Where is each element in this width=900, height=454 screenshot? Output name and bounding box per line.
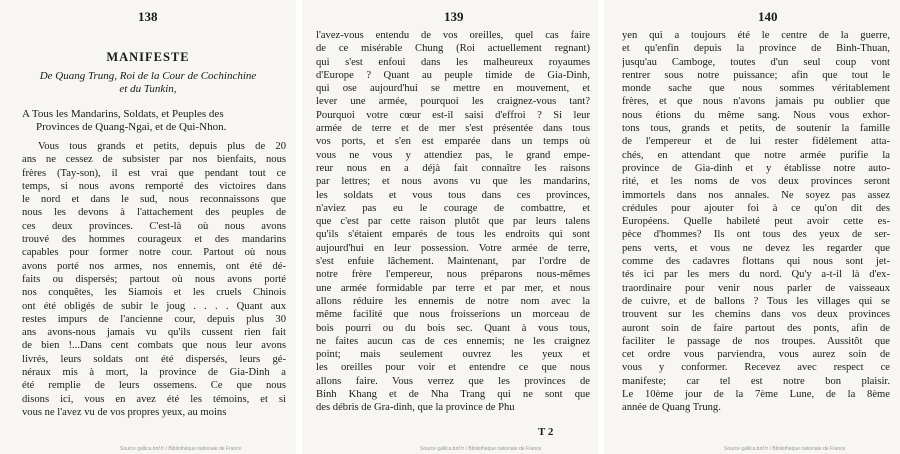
text-line: ne faites aucun cas de ces ennemis; ne les craignez xyxy=(316,335,590,347)
page-number: 139 xyxy=(444,9,464,24)
text-line: trouvé des hommes courageux et des mandarins xyxy=(22,234,286,246)
source-footer: Source gallica.bnf.fr / Bibliothèque nationale de France xyxy=(120,446,242,452)
text-line: jusqu'au Camboge, toutes d'un seul coup vont xyxy=(622,56,890,68)
text-line: Européens. Quelle habileté peut avoir cette es- xyxy=(622,216,890,228)
text-line: qui ose aujourd'hui se mettre en mouvement, et xyxy=(316,83,590,95)
text-line: cet ordre vous parviendra, vous aurez soin de xyxy=(622,349,890,361)
text-line: notre frère l'empereur, nous préparons nous-mêmes xyxy=(316,269,590,281)
text-line: l'avez-vous entendu de vos oreilles, quel cas faire xyxy=(316,30,590,41)
text-line: immortels dans nos annales. Ne soyez pas assez xyxy=(622,189,890,201)
text-line: armée de terre et de mer s'est présentée dans tous xyxy=(316,123,590,135)
text-line: traordinaire pour venir nous parler de vaisseaux xyxy=(622,282,890,294)
text-line: allons faire. Vous verrez que les provinces de xyxy=(316,375,590,387)
text-line: allons réduire les ennemis de notre nom avec la xyxy=(316,295,590,307)
text-line: faciliter le passage de nos troupes. Aussitôt que xyxy=(622,335,890,347)
text-line: nous étions du même sang. Nous vous exhor- xyxy=(622,109,890,121)
text-line: n'aviez pas eu le courage de combattre, et xyxy=(316,202,590,214)
text-line: Binh Khang et de Nha Trang qui ne sont que xyxy=(316,389,590,401)
text-line: reur nous en a déjà fait connaître les raisons xyxy=(316,162,590,174)
address-line: A Tous les Mandarins, Soldats, et Peuples des xyxy=(22,108,224,120)
text-line: des débris de Gra-dinh, que la province de Phu xyxy=(316,402,515,414)
text-line: pèce d'hommes? Ils ont tous des yeux de ser- xyxy=(622,229,890,241)
text-line: point; mais seulement ouvrez les yeux et xyxy=(316,349,590,361)
text-line: par lettres; et nous avons vu que les mandarins, xyxy=(316,176,590,188)
text-line: les soldats et vous tous dans ces provinces, xyxy=(316,189,590,201)
text-line: yen qui a toujours été le centre de la guerre, xyxy=(622,30,890,41)
text-line: et qu'enfin depuis la province de Binh-Thuan, xyxy=(622,43,890,55)
text-line: ans avons-nous jamais vu qu'ils cussent rien fait xyxy=(22,327,286,339)
text-line: vous ne l'avez vu de vos propres yeux, au moins xyxy=(22,406,227,418)
text-line: tés ici par les mers du nord. Qu'y a-t-il là d'ex- xyxy=(622,269,890,281)
text-line: chés, en attendant que notre armée purifie la xyxy=(622,149,890,161)
text-line: d'Europe ? Quant au peuple timide de Gia-Dinh, xyxy=(316,69,590,81)
text-line: tons tous, grands et petits, de soutenir la famille xyxy=(622,123,890,135)
text-line: crédules pour ajouter foi à ce qu'on dit des xyxy=(622,202,890,214)
text-line: vous y conformer. Recevez avec respect ce xyxy=(622,362,890,374)
text-line: ont été obligés de subir le joug . . . . Quant aux xyxy=(22,300,286,312)
text-line: nos conquêtes, les Siamois et les cruels Chinois xyxy=(22,287,286,299)
text-line: pens verts, et vous ne devez les regarder que xyxy=(622,242,890,254)
text-line: une armée formidable par terre et par mer, et nous xyxy=(316,282,590,294)
page-139 xyxy=(302,0,598,454)
text-line: de l'empereur et de lui rester fidèlement atta- xyxy=(622,136,890,148)
text-line: de bien !...Dans cent combats que nous leur avons xyxy=(22,340,286,352)
text-line: auront soin de faire partout des ponts, afin de xyxy=(622,322,890,334)
text-line: rentrer sous notre puissance; afin que tout le xyxy=(622,69,890,81)
address-line: Provinces de Quang-Ngai, et de Qui-Nhon. xyxy=(36,121,227,133)
body-text xyxy=(316,29,590,415)
manifesto-subtitle xyxy=(10,70,286,96)
body-text xyxy=(622,29,890,415)
text-line: ans ne cessez de subsister par nos bienfaits, nous xyxy=(22,154,286,166)
text-line: de cuivre, et de ballons ? Tous les villages qui se xyxy=(622,295,890,307)
text-line: qu'ils s'étaient emparés de tous les endroits qui sont xyxy=(316,229,590,241)
source-footer: Source gallica.bnf.fr / Bibliothèque nationale de France xyxy=(724,446,846,452)
text-line: disons ici, vous en avez été les témoins, et si xyxy=(22,393,286,405)
signature-mark: T 2 xyxy=(538,426,554,438)
page-140 xyxy=(604,0,900,454)
text-line: même facilité que nous froisserions un morceau de xyxy=(316,309,590,321)
page-number: 140 xyxy=(758,9,778,24)
text-line: trouvent sur les chemins dans vos deux provinces xyxy=(622,309,890,321)
text-line: le nord et dans le sud, nous reconnaissons que xyxy=(22,194,286,206)
source-footer: Source gallica.bnf.fr / Bibliothèque nationale de France xyxy=(420,446,542,452)
text-line: aujourd'hui en leur possession. Votre armée de terre, xyxy=(316,242,590,254)
text-line: rité, et les noms de vos deux provinces seront xyxy=(622,176,890,188)
text-line: livrés, leurs soldats ont été dispersés, leurs gé- xyxy=(22,353,286,365)
text-line: Le 10ème jour de la 7ème Lune, de la 8ème xyxy=(622,389,890,401)
text-line: nous les devons à l'attachement des peuples de xyxy=(22,207,286,219)
text-line: qui s'est enfoui dans les malheureux royaumes xyxy=(316,56,590,68)
text-line: restes impurs de l'ancienne cour, depuis plus 30 xyxy=(22,313,286,325)
text-line: monde sache que nous sommes véritablement xyxy=(622,83,890,95)
text-line: Vous tous grands et petits, depuis plus de 20 xyxy=(38,141,286,152)
text-line: temps, si nous avons remporté des victoires dans xyxy=(22,180,286,192)
manifesto-address xyxy=(22,108,284,134)
text-line: comme des cadavres flottans qui nous sont jet- xyxy=(622,256,890,268)
text-line: année de Quang Trung. xyxy=(622,402,721,414)
subtitle-line: et du Tunkin, xyxy=(119,83,177,95)
text-line: s'est enfuie lâchement. Maintenant, par l'ordre de xyxy=(316,256,590,268)
text-line: frères (Tay-son), il est vrai que pendant tout ce xyxy=(22,167,286,179)
page-number: 138 xyxy=(138,9,158,24)
text-line: faits ou dispersés; partout où nous avons porté xyxy=(22,273,286,285)
text-line: vos ports, et s'en est emparée dans un temps où xyxy=(316,136,590,148)
text-line: néraux mis à mort, la province de Gia-Dinh a xyxy=(22,367,286,379)
text-line: ces deux provinces. C'est-là où nous avons xyxy=(22,220,286,232)
text-line: capables pour former notre cour. Partout où nous xyxy=(22,247,286,259)
page-138 xyxy=(0,0,296,454)
text-line: lever une armée, pourquoi les craignez-vous tant? xyxy=(316,96,590,108)
manifesto-title: MANIFESTE xyxy=(106,50,190,64)
text-line: bois pourri ou du bois sec. Quant à vous tous, xyxy=(316,322,590,334)
text-line: que c'est par cette raison plutôt que par leurs talens xyxy=(316,216,590,228)
text-line: Pourquoi votre cœur est-il saisi d'effroi ? Si leur xyxy=(316,109,590,121)
text-line: les oreilles pour voir et entendre ce que nous xyxy=(316,362,590,374)
text-line: province de Gia-dinh et y établisse notre auto- xyxy=(622,162,890,174)
text-line: frères, et que nous n'avons jamais pu oublier que xyxy=(622,96,890,108)
body-text xyxy=(22,140,286,419)
text-line: vous ne vous y attendiez pas, le grand empe- xyxy=(316,149,590,161)
text-line: avons porté nos armes, nos ennemis, ont été dé- xyxy=(22,260,286,272)
text-line: été remplie de leurs ossemens. Ce que nous xyxy=(22,380,286,392)
text-line: de ce misérable Chung (Roi actuellement regnant) xyxy=(316,43,590,55)
subtitle-line: De Quang Trung, Roi de la Cour de Cochinchine xyxy=(39,70,257,82)
text-line: manifeste; car tel est notre bon plaisir. xyxy=(622,375,890,387)
